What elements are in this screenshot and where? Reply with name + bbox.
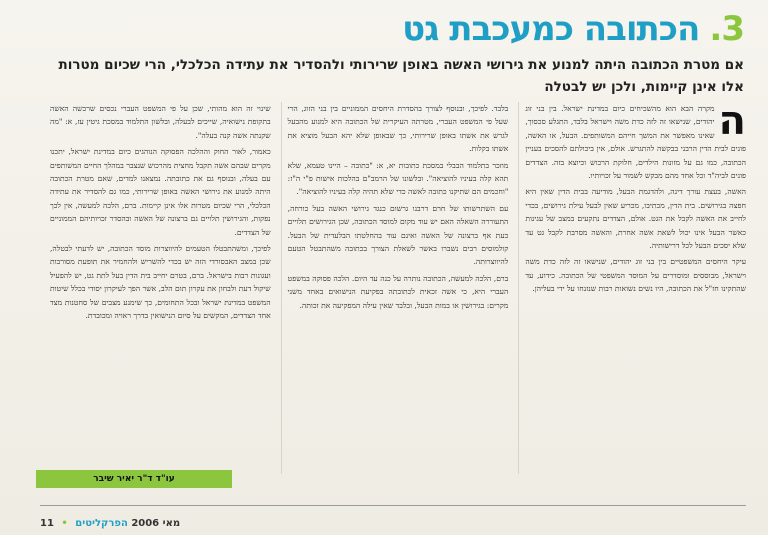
page-number: 11: [40, 518, 54, 529]
article-body: [44, 102, 746, 474]
paragraph: האשה, בעצת עורך דינה, ולהדגמת הבעל, מודיעה בבית הדין שאין היא חפצה בגירושים. בית הדין, מכתיבו, מכריע שאין לבעל עילת גירושים, בכדי לחייב את האשה לקבל את הגט. אולם, הצדדים נתקעים במצב של עגינות כאשר הבעל אינו יכול לשאת אשה אחרת, והאשה מסרבת לקבל גט עד שלא יסכים הבעל לכל דרישותיה.: [525, 187, 746, 251]
footer-date: מאי 2006: [131, 518, 181, 529]
paragraph: לפיכך, ומשהתבטלו הטעמים להיווצרות מוסד הכתובה, יש לדעתי לבטלה, שכן במצב האבסורדי הזה יש בכדי להשריש ולהחמיר את תופעת מסורבות ועגונות רבות בישראל. ברם, בטרם יחייב בית הדין בעל לתת גט, יש להפעיל שיקול דעת ולבחון את עקרון תום הלב, אשר הפך לעיקרון יסודי בכלל שיטות המשפט במדינת ישראל ובכל התחומים, כך שימנע מצבים של סחטנות מצד אחד הצדדים, המקשים על סיום הנישואין בדרך ראויה ומכובדת.: [49, 244, 271, 321]
paragraph: עיקר היחסים המשפטיים בין בני זוג יהודים, שנישאו זה לזה כדת משה וישראל, מבוססים ומוסדרים על המוסד המשפטי של הכתובה. כידוע, עד שהתקינו חז"ל את הכתובה, היו נשים נשואות רבות שנזנחו על ידי בעליהן.: [525, 257, 746, 294]
footer-divider: [40, 505, 746, 506]
paragraph: בלבד. לפיכך, ובנוסף לצורך בהסדרת היחסים הממוניים בין בני הזוג, הרי שעל פי המשפט העברי, מטרתה העיקרית של הכתובה היא למנוע מהבעל לגרש את אשתו באופן שרירותי, כך שבאופן שלא יהא הבעל מוציא את אשתו בקלות.: [287, 104, 509, 154]
paragraph: מוזכר בתלמוד הבבלי במסכת כתובות יא, א: "כתובה – היינו טעמא, שלא תהא קלה בעיניו להוציאה". ובלשונו של הרמב"ם בהלכות אישות פ"י ה"ז: "וחכמים הם שתיקנו כתובה לאשה כדי שלא תהיה קלה בעיניו להוציאה".: [287, 160, 509, 197]
footer-magazine-name: הפרקליטים: [75, 518, 128, 529]
column-right: [518, 102, 746, 474]
paragraph: עם השתרשותו של חרם דרבנו גרשום כנגד גירושי האשה בעל כורחה, התעוררה השאלה האם יש עוד מקום למוסד הכתובה, שכן הגירושים תלויים כעת אף ברצונה של האשה ואינם עוד בהחלטתו הבלעדית של הבעל. קולמוסים רבים נשברו באשר לשאלת הצורך בכתובה משהתבטל הטעם להיווצרותה.: [287, 203, 509, 267]
paragraph: מקרה הבא הוא מהשכיחים כיום במדינת ישראל. בין בני זוג יהודים, שנישאו זה לזה כדת משה וישראל בלבד, התגלע סכסוך, שאינו מאפשר את המשך חייהם המשותפים. הבעל, או האשה, פונים לבית הדין הרבני בבקשה להתגרש. אולם, אין ביכולתם להסכים בעניין הכתובה, כמו גם על מזונות הילדים, חלוקת הרכוש וכיוצא בזה. הצדדים פונים לביה"ד וכל אחד מהם מבקש לשמור על זכויותיו.: [525, 104, 746, 181]
paragraph: כאמור, לאור החוק וההלכה הפסוקה הנוהגים כיום במדינת ישראל, יתכנו מקרים שבהם אשה תקבל מחצית מהרכוש שנצבר במהלך החיים המשותפים עם בעלה, ובנוסף גם את כתובתה. נמצאנו למדים, שאם מטרת הכתובה היתה למנוע את גירושי האשה באופן שרירותי, כמו גם להסדיר את עתידה הכלכלי, הרי שכיום מטרות אלו אינן קיימות. ברם, הלכה למעשה, אין לכך נפקות, והגירושין תלויים גם ברצונה של האשה ובהסדר זכויותיהם הממוניים של הצדדים.: [49, 147, 271, 237]
author-byline: עו"ד ד"ר יאיר שיבר: [36, 470, 232, 488]
column-middle: [281, 102, 509, 474]
article-lead: אם מטרת הכתובה היתה למנוע את גירושי האשה באופן שרירותי ולהסדיר את עתידה הכלכלי, הרי שכיום מטרות אלו אינן קיימות, ולכן יש לבטלה: [58, 57, 744, 95]
page-footer: [40, 516, 290, 532]
column-left: [44, 102, 271, 474]
article-headline: [304, 6, 744, 52]
headline-title: הכתובה כמעכבת גט: [402, 9, 700, 49]
footer-separator: •: [61, 518, 68, 529]
section-number: 3.: [709, 9, 744, 49]
paragraph: שינוי זה הוא מהותי, שכן על פי המשפט העברי נכסים שרכשה האשה בתקופת נישואיה, שייכים לבעלה, ובלשון התלמוד במסכת גיטין עז, א: "מה שקנתה אשה קנה בעלה".: [49, 104, 271, 140]
drop-cap: ה: [718, 102, 746, 144]
paragraph: ברם, הלכה למעשה, הכתובה נותרה על כנה עד היום. הלכה פסוקה במשפט העברי היא, כי אשה זכאית לכתובתה בפקיעת הנישואים באחד משני מקרים: בגירושין או במות הבעל, ובלבד שאין עילה המפקיעה את זכותה.: [287, 273, 509, 310]
